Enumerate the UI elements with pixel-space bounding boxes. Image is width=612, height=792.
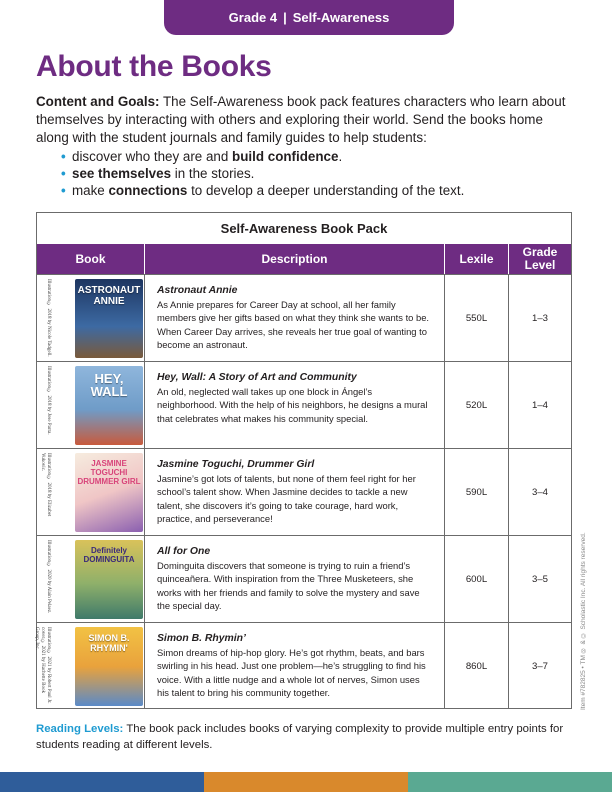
goal-text: make (72, 183, 109, 198)
lexile-cell: 600L (445, 536, 509, 622)
header-grade-level: Grade Level (522, 245, 558, 272)
table-row (37, 274, 571, 361)
grade-level-cell: 3–7 (531, 660, 548, 672)
description-cell (145, 623, 445, 709)
reading-levels-label: Reading Levels: (36, 723, 124, 735)
book-cover-image (75, 453, 143, 532)
lexile-cell: 520L (445, 362, 509, 448)
grade-level-cell: 1–4 (531, 399, 548, 411)
book-description: Dominguita discovers that someone is trying to ruin a friend’s quinceañera. With inspiration from the Three Musketeers, she works with her friends and family to solve the mystery and save the special day. (157, 560, 420, 611)
footer-segment (408, 772, 612, 792)
book-cover-image (75, 540, 143, 619)
footer-color-bar (0, 772, 612, 792)
goal-item (62, 182, 582, 199)
intro-paragraph (36, 93, 576, 147)
book-description: As Annie prepares for Career Day at school, all her family members give her gifts based on what they think she wants to be. When Career Day arrives, she reveals her true goal of wanting to become an astronaut. (157, 299, 430, 350)
page-title: About the Books (36, 50, 272, 83)
goal-emphasis: see themselves (72, 166, 172, 181)
illustration-credit: Illustration © 2018 by Jose Parra. (46, 366, 51, 435)
grade-level-cell: 1–3 (531, 312, 548, 324)
book-cell (37, 449, 145, 535)
book-cell (37, 362, 145, 448)
table-row (37, 361, 571, 448)
table-header-row (37, 244, 571, 274)
goal-text: . (338, 149, 343, 164)
grade-topic-tab (164, 0, 454, 35)
intro-text: The Self-Awareness book pack features characters who learn about themselves by interacting with others and exploring their world. Send the books home along with the student journals and family guides to help students: (36, 94, 566, 145)
topic-label: Self-Awareness (292, 10, 390, 25)
goal-text: to develop a deeper understanding of the text. (187, 183, 465, 198)
cover-title: JASMINE TOGUCHI DRUMMER GIRL (77, 459, 141, 486)
goal-emphasis: build confidence (232, 149, 339, 164)
table-row (37, 448, 571, 535)
intro-lead: Content and Goals: (36, 94, 160, 109)
copyright-notice: Item #782825 • TM ® & © Scholastic Inc. All rights reserved. (580, 532, 587, 710)
book-pack-table (36, 212, 572, 709)
tab-separator: | (283, 10, 287, 25)
reading-levels-text: The book pack includes books of varying complexity to provide multiple entry points for students reading at different levels. (36, 723, 564, 751)
description-cell (145, 536, 445, 622)
table-row (34, 622, 571, 709)
reading-levels-note (36, 721, 576, 753)
goal-item (62, 165, 582, 182)
illustration-credit: Illustration © 2018 by Elizabet Vukovic. (40, 453, 51, 517)
book-cover-image (75, 366, 143, 445)
table-row (37, 535, 571, 622)
header-book: Book (37, 244, 145, 274)
description-cell (145, 275, 445, 361)
lexile-cell: 590L (445, 449, 509, 535)
grade-level-cell: 3–4 (531, 486, 548, 498)
cover-title: ASTRONAUT ANNIE (77, 285, 141, 307)
lexile-cell: 550L (445, 275, 509, 361)
cover-title: Definitely DOMINGUITA (83, 546, 135, 564)
book-description: Jasmine’s got lots of talents, but none of them feel right for her school’s talent show. When Jasmine decides to tackle a new talent, she discovers it’s going to take courage, hard work, practice, and perseverance! (157, 473, 416, 524)
goal-emphasis: connections (108, 183, 188, 198)
book-cell (37, 536, 145, 622)
book-cell (34, 623, 145, 709)
book-description: An old, neglected wall takes up one block in Ángel’s neighborhood. With the help of his neighbors, he designs a mural that celebrates what makes his community special. (157, 386, 428, 424)
cover-title: SIMON B. RHYMIN' (88, 633, 130, 653)
grade-label: Grade 4 (228, 10, 278, 25)
description-cell (145, 449, 445, 535)
cover-title: HEY, WALL (90, 371, 128, 399)
goal-text: in the stories. (171, 166, 255, 181)
illustration-credit: Illustration © 2021 by Robert Paul Jr. cover © 2021 by Hachette Book Group, Inc. (34, 627, 51, 704)
header-lexile: Lexile (445, 244, 509, 274)
book-cell (37, 275, 145, 361)
table-title: Self-Awareness Book Pack (220, 221, 388, 236)
goal-item (62, 148, 582, 165)
book-title: Jasmine Toguchi, Drummer Girl (157, 459, 315, 470)
goal-list (62, 148, 582, 199)
book-description: Simon dreams of hip-hop glory. He’s got rhythm, beats, and bars swirling in his head. Just one problem—he’s struggling to find his voice. With a little nudge and a whole lot of nerves, Simon uses his talent to bring his community together. (157, 647, 426, 698)
book-title: Astronaut Annie (157, 285, 238, 296)
book-cover-image (75, 279, 143, 358)
book-cover-image (75, 627, 143, 706)
goal-text: discover who they are and (72, 149, 233, 164)
grade-level-cell: 3–5 (531, 573, 548, 585)
illustration-credit: Illustration © 2018 by Nicole Tadgell. (46, 279, 51, 357)
book-title: All for One (157, 546, 211, 557)
book-title: Simon B. Rhymin’ (157, 633, 246, 644)
illustration-credit: Illustration © 2020 by Alain Pelaez. (46, 540, 51, 614)
description-cell (145, 362, 445, 448)
header-description: Description (145, 244, 445, 274)
footer-segment (0, 772, 204, 792)
footer-segment (204, 772, 408, 792)
lexile-cell: 860L (445, 623, 509, 709)
book-title: Hey, Wall: A Story of Art and Community (157, 372, 357, 383)
